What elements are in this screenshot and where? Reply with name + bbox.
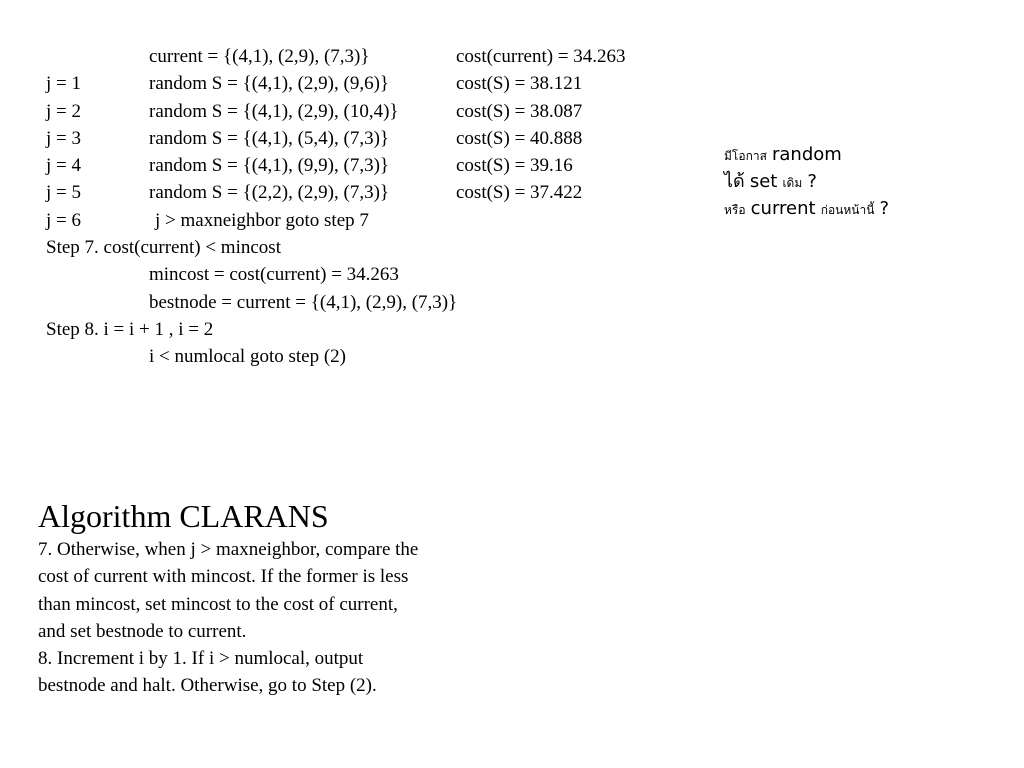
note-question-mark: ?	[879, 198, 890, 219]
note-question-mark: ?	[807, 171, 817, 192]
trace-row-j2	[0, 98, 700, 125]
iteration-label: j = 5	[46, 182, 81, 204]
goto-step-2: i < numlocal goto step (2)	[149, 346, 346, 368]
step-7-condition: Step 7. cost(current) < mincost	[46, 237, 281, 259]
note-keyword: random	[771, 144, 842, 165]
random-set: random S = {(4,1), (5,4), (7,3)}	[149, 127, 390, 149]
algorithm-title: Algorithm CLARANS	[38, 498, 329, 534]
random-set-cost: cost(S) = 37.422	[456, 182, 583, 204]
note-thai-text: หรือ	[724, 203, 746, 217]
note-line-2	[724, 168, 1014, 195]
bestnode-assignment: bestnode = current = {(4,1), (2,9), (7,3)}	[149, 291, 458, 313]
thai-side-note	[724, 141, 1014, 222]
trace-row-current	[0, 43, 700, 70]
note-line-3	[724, 195, 1014, 222]
random-set: random S = {(4,1), (9,9), (7,3)}	[149, 155, 390, 177]
mincost-assignment: mincost = cost(current) = 34.263	[149, 264, 399, 286]
algorithm-line: bestnode and halt. Otherwise, go to Step (2).	[38, 675, 377, 697]
trace-row-mincost	[0, 261, 700, 288]
random-set-cost: cost(S) = 38.087	[456, 100, 583, 122]
random-set: random S = {(4,1), (2,9), (10,4)}	[149, 100, 399, 122]
iteration-label: j = 4	[46, 155, 81, 177]
iteration-label: j = 6	[46, 209, 81, 231]
trace-row-j1	[0, 70, 700, 97]
current-cost: cost(current) = 34.263	[456, 46, 626, 67]
iteration-label: j = 3	[46, 127, 81, 149]
random-set: random S = {(2,2), (2,9), (7,3)}	[149, 182, 390, 204]
trace-row-step7	[0, 234, 700, 261]
trace-row-j4	[0, 152, 700, 179]
random-set-cost: cost(S) = 38.121	[456, 73, 583, 95]
trace-row-j5	[0, 179, 700, 206]
trace-row-j3	[0, 125, 700, 152]
trace-row-numlocal	[0, 343, 700, 370]
trace-row-bestnode	[0, 289, 700, 316]
note-thai-text: เดิม	[782, 176, 803, 190]
algorithm-description	[38, 496, 508, 700]
note-thai-text: มีโอกาส	[724, 149, 767, 163]
current-set: current = {(4,1), (2,9), (7,3)}	[149, 46, 370, 67]
trace-row-step8	[0, 316, 700, 343]
note-line-1	[724, 141, 1014, 168]
iteration-trace	[0, 43, 700, 371]
iteration-label: j = 1	[46, 73, 81, 95]
random-set-cost: cost(S) = 40.888	[456, 127, 583, 149]
trace-row-j6	[0, 207, 700, 234]
note-keyword: set	[749, 171, 778, 192]
step-8-increment: Step 8. i = i + 1 , i = 2	[46, 318, 214, 340]
random-set-cost: cost(S) = 39.16	[456, 155, 573, 177]
random-set: random S = {(4,1), (2,9), (9,6)}	[149, 73, 390, 95]
note-keyword: current	[750, 198, 816, 219]
algorithm-line: than mincost, set mincost to the cost of current,	[38, 593, 398, 615]
note-thai-text: ก่อนหน้านี้	[820, 203, 875, 217]
iteration-label: j = 2	[46, 100, 81, 122]
algorithm-line: 7. Otherwise, when j > maxneighbor, compare the	[38, 539, 419, 560]
algorithm-line: 8. Increment i by 1. If i > numlocal, output	[38, 648, 364, 670]
note-thai-text: ได้	[724, 171, 745, 192]
algorithm-line: and set bestnode to current.	[38, 620, 247, 642]
algorithm-line: cost of current with mincost. If the former is less	[38, 566, 409, 588]
goto-step-7: j > maxneighbor goto step 7	[155, 209, 369, 231]
